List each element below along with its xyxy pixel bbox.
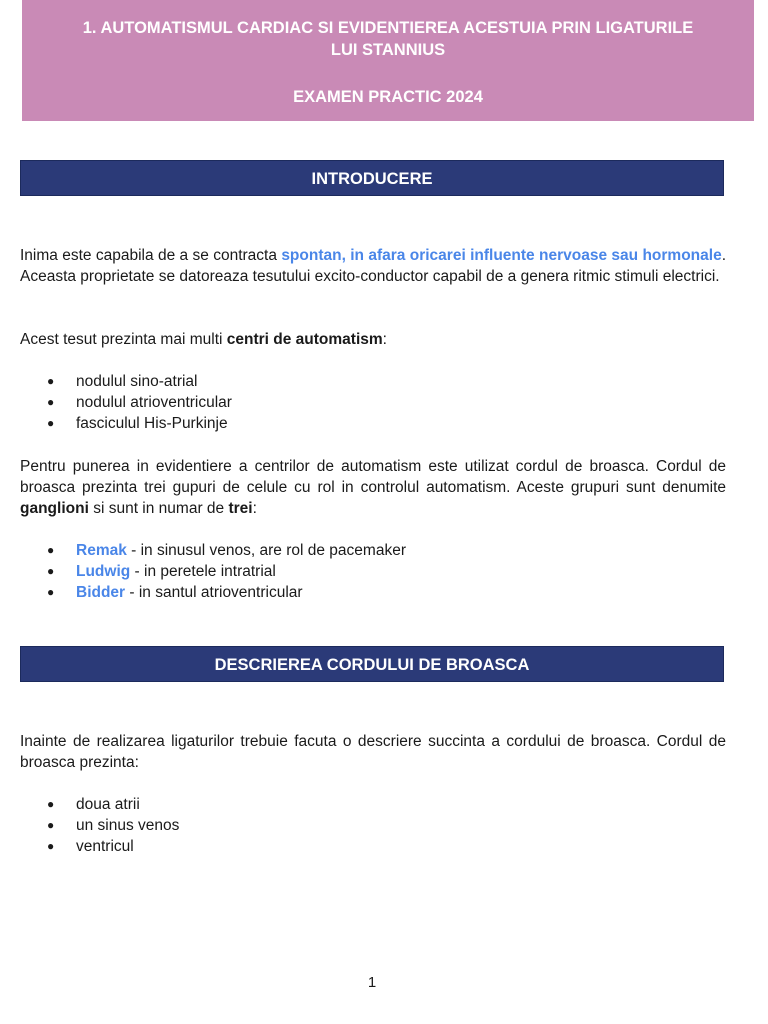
list-item [20,836,179,857]
list-item [20,794,179,815]
list-item-text: fasciculul His-Purkinje [76,415,228,432]
list-item-text: nodulul atrioventricular [76,394,232,411]
tissue-bold: centri de automatism [226,331,383,348]
bullet-icon: ● [47,585,55,599]
tissue-text-start: Acest tesut prezinta mai multi [20,331,227,348]
tissue-text-end: : [382,331,387,348]
ganglioni-bold: ganglioni [20,500,89,517]
intro-highlight: spontan, in afara oricarei influente nervoase sau hormonale [281,247,722,264]
bullet-icon: ● [47,564,55,578]
bullet-icon: ● [47,839,55,853]
list-item-text: nodulul sino-atrial [76,373,198,390]
list-item [20,815,179,836]
page-number: 1 [367,974,377,991]
list-item [20,561,406,582]
frog-text-start: Pentru punerea in evidentiere a centrilor de automatism este utilizat cordul de broasca. Cordul de broasca prezinta trei gupuri de celule cu rol in controlul automatism. Aceste grupuri sunt denumite [20,458,726,496]
bullet-icon: ● [47,797,55,811]
list-item [20,540,406,561]
intro-text-start: Inima este capabila de a se contracta [20,247,282,264]
bullet-icon: ● [47,818,55,832]
section-header-descrierea: DESCRIEREA CORDULUI DE BROASCA [20,646,724,682]
description-paragraph: Inainte de realizarea ligaturilor trebuie facuta o descriere succinta a cordului de broasca. Cordul de broasca prezinta: [20,733,726,771]
frog-text-end: : [252,500,257,517]
bullet-icon: ● [47,374,55,388]
document-title-line1: 1. AUTOMATISMUL CARDIAC SI EVIDENTIEREA ACESTUIA PRIN LIGATURILE [82,19,694,37]
intro-text-end: . Aceasta proprietate se datoreaza tesutului excito-conductor capabil de a genera ritmic stimuli electrici. [20,247,727,285]
ganglion-desc: - in sinusul venos, are rol de pacemaker [126,542,406,559]
frog-heart-paragraph [20,456,726,519]
document-title-line2: LUI STANNIUS [330,41,446,59]
list-item [20,413,232,434]
frog-text-middle: si sunt in numar de [88,500,229,517]
trei-bold: trei [228,500,253,517]
ganglion-desc: - in santul atrioventricular [125,584,303,601]
ganglion-name: Remak [76,542,127,559]
parts-list [20,794,179,857]
bullet-icon: ● [47,395,55,409]
intro-paragraph [20,245,726,287]
section-header-introducere: INTRODUCERE [20,160,724,196]
tissue-paragraph [20,329,726,350]
list-item [20,392,232,413]
ganglion-name: Ludwig [76,563,131,580]
ganglion-name: Bidder [76,584,126,601]
list-item-text: un sinus venos [76,817,180,834]
list-item-text: doua atrii [76,796,140,813]
bullet-icon: ● [47,416,55,430]
ganglia-list [20,540,406,603]
document-title-box [22,0,754,121]
list-item [20,582,406,603]
ganglion-desc: - in peretele intratrial [130,563,276,580]
list-item-text: ventricul [76,838,134,855]
exam-label: EXAMEN PRACTIC 2024 [293,88,483,106]
bullet-icon: ● [47,543,55,557]
list-item [20,371,232,392]
centers-list [20,371,232,434]
